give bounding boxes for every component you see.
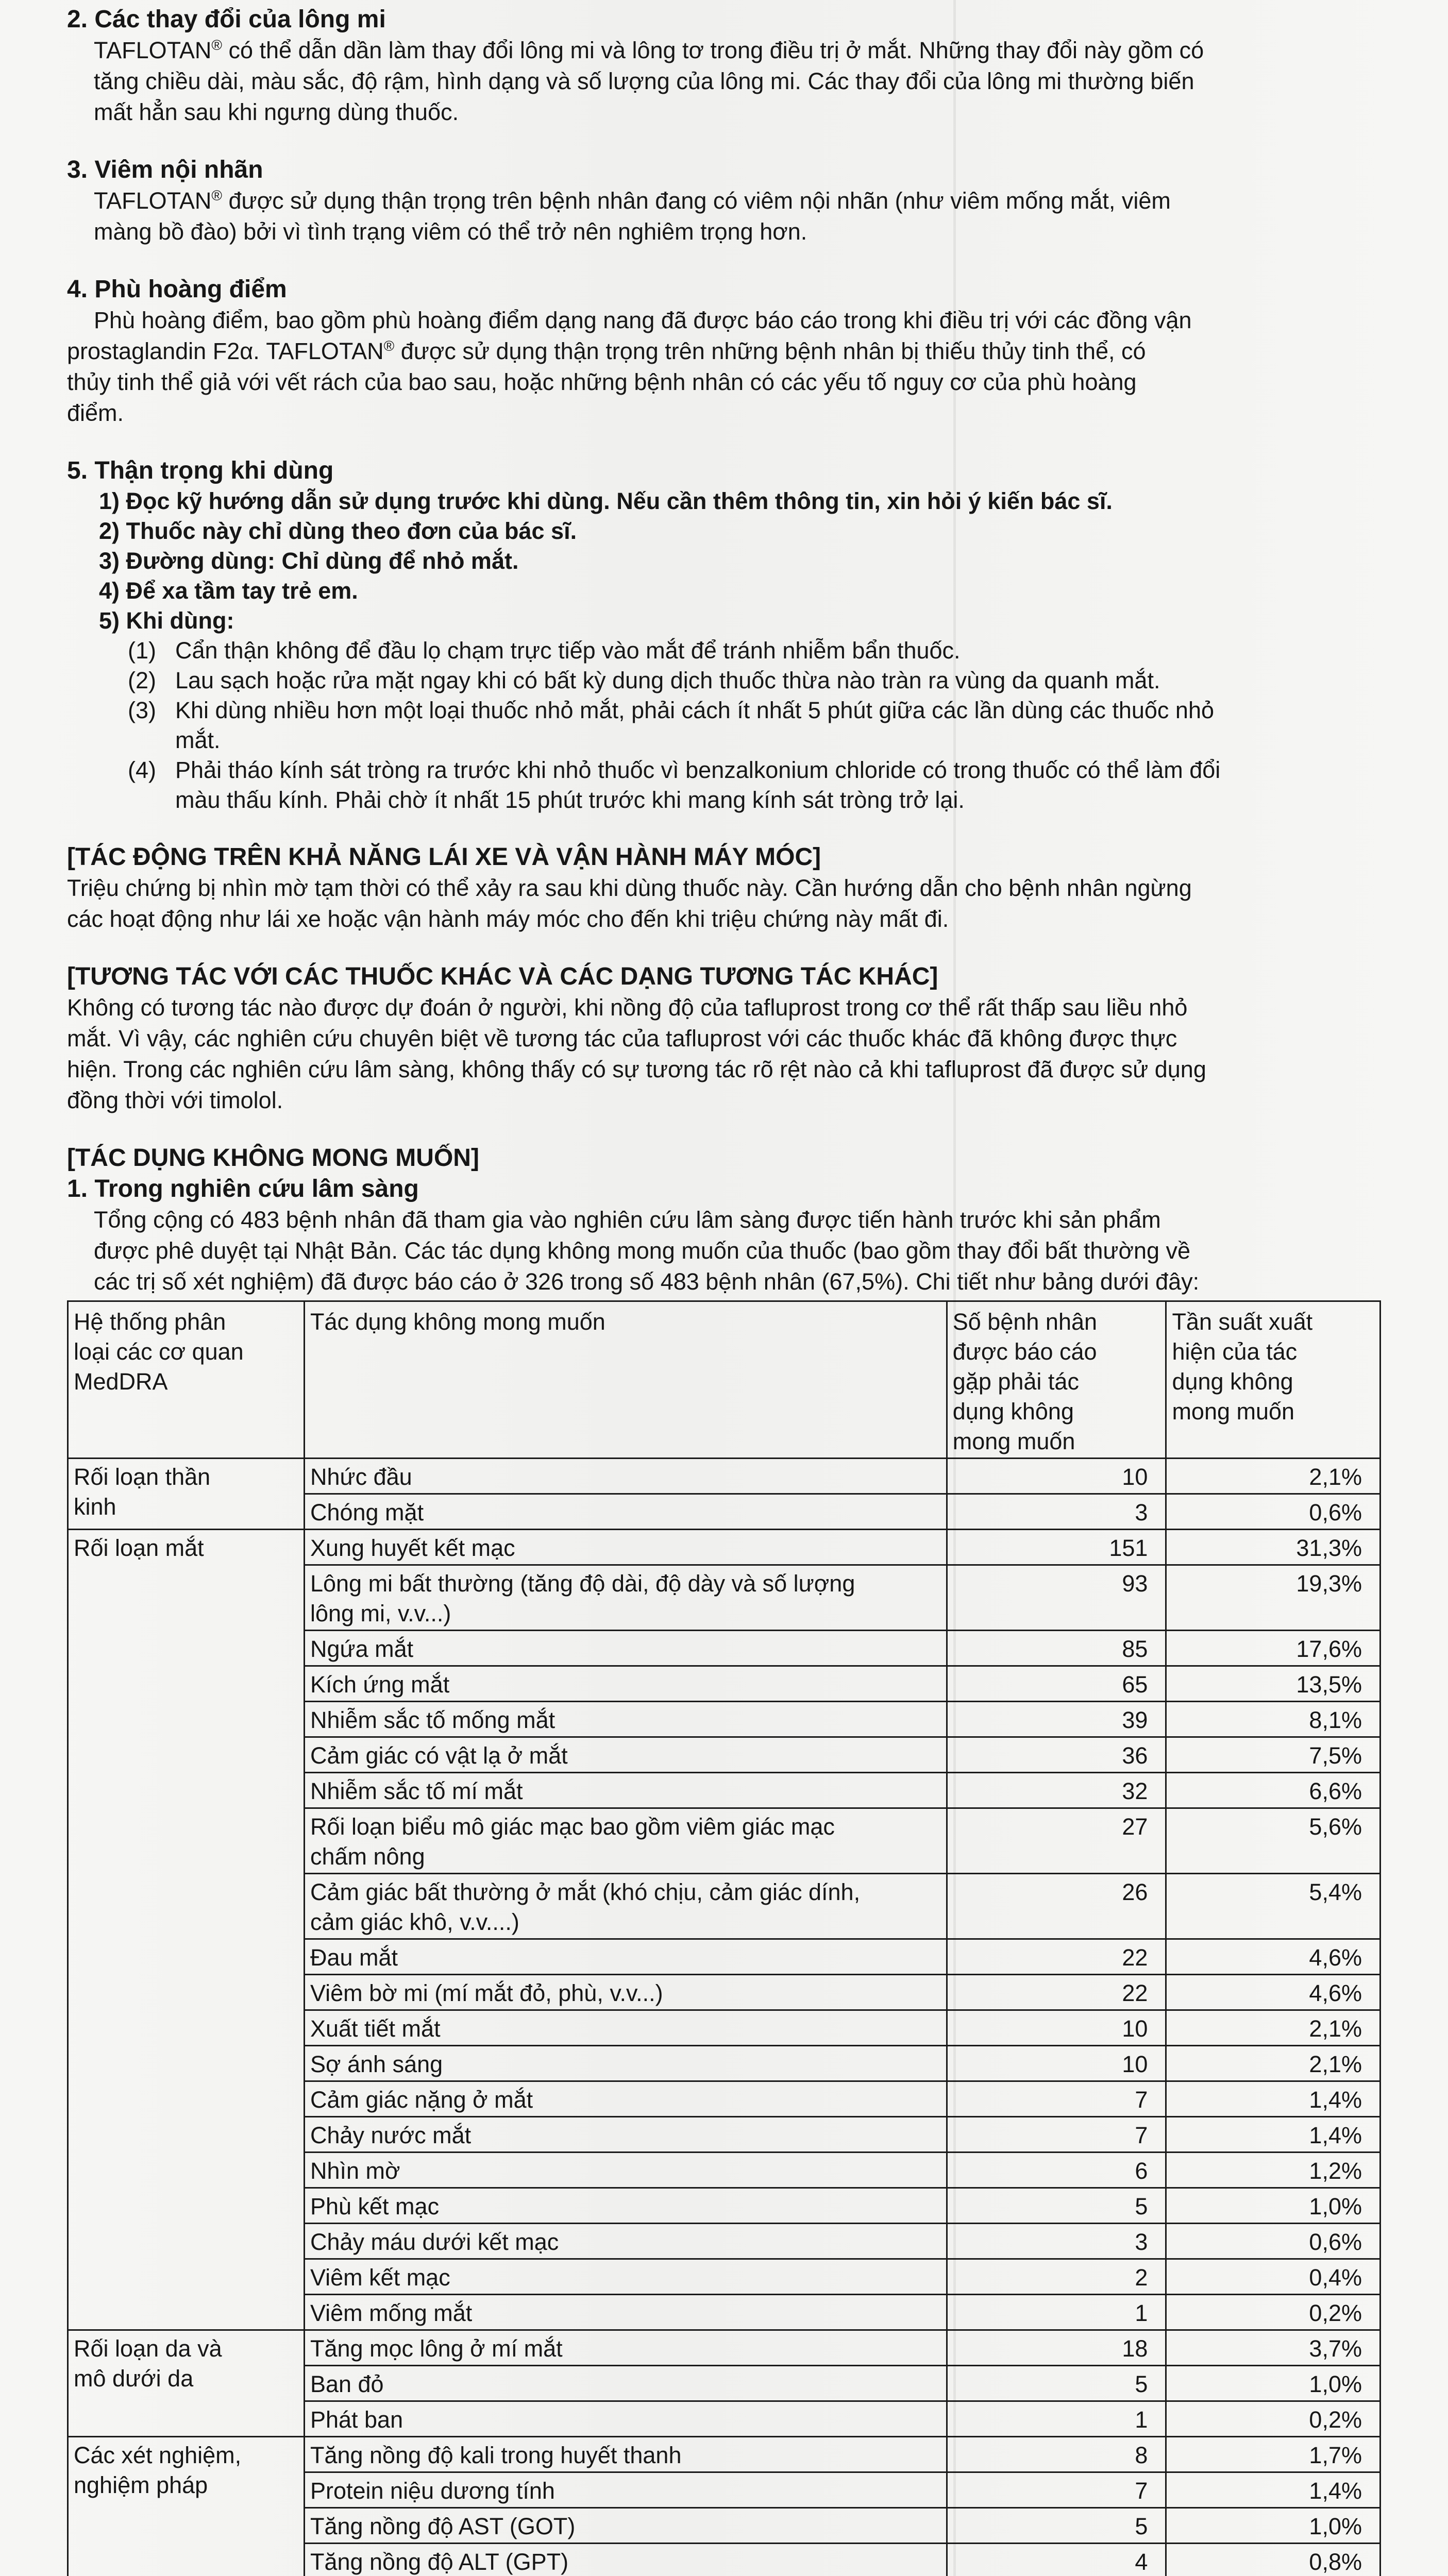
- adverse-effect-cell: Đau mắt: [304, 1939, 947, 1975]
- frequency-cell: 0,6%: [1166, 2224, 1380, 2259]
- adverse-effect-cell: Phù kết mạc: [304, 2188, 947, 2224]
- patient-count-cell: 32: [947, 1773, 1166, 1808]
- frequency-cell: 1,0%: [1166, 2366, 1380, 2401]
- frequency-cell: 1,4%: [1166, 2081, 1380, 2117]
- adverse-effect-cell: Chảy máu dưới kết mạc: [304, 2224, 947, 2259]
- frequency-cell: 3,7%: [1166, 2330, 1380, 2366]
- frequency-cell: 19,3%: [1166, 1565, 1380, 1631]
- paragraph-line: được phê duyệt tại Nhật Bản. Các tác dụng không mong muốn của thuốc (bao gồm thay đổi bất thường về: [94, 1238, 1191, 1264]
- paragraph-line: các hoạt động như lái xe hoặc vận hành máy móc cho đến khi triệu chứng này mất đi.: [67, 906, 949, 932]
- adverse-effect-cell: Ban đỏ: [304, 2366, 947, 2401]
- patient-count-cell: 5: [947, 2188, 1166, 2224]
- list-item: 3) Đường dùng: Chỉ dùng để nhỏ mắt.: [99, 548, 519, 574]
- patient-count-cell: 7: [947, 2081, 1166, 2117]
- frequency-cell: 1,4%: [1166, 2472, 1380, 2508]
- frequency-cell: 5,6%: [1166, 1808, 1380, 1874]
- subsection-heading: 1. Trong nghiên cứu lâm sàng: [67, 1175, 419, 1202]
- patient-count-cell: 8: [947, 2437, 1166, 2472]
- patient-count-cell: 85: [947, 1631, 1166, 1666]
- organ-class-cell: Rối loạn thần kinh: [68, 1459, 305, 1530]
- adverse-effect-cell: Viêm mống mắt: [304, 2295, 947, 2330]
- adverse-effect-cell: Tăng mọc lông ở mí mắt: [304, 2330, 947, 2366]
- section-heading: 5. Thận trọng khi dùng: [67, 457, 334, 484]
- patient-count-cell: 5: [947, 2508, 1166, 2544]
- adverse-effect-cell: Xuất tiết mắt: [304, 2010, 947, 2046]
- patient-count-cell: 36: [947, 1737, 1166, 1773]
- frequency-cell: 0,8%: [1166, 2544, 1380, 2576]
- patient-count-cell: 39: [947, 1702, 1166, 1737]
- adverse-effect-cell: Chóng mặt: [304, 1494, 947, 1530]
- adverse-effect-cell: Lông mi bất thường (tăng độ dài, độ dày và số lượng lông mi, v.v...): [304, 1565, 947, 1631]
- paragraph-line: Phù hoàng điểm, bao gồm phù hoàng điểm dạng nang đã được báo cáo trong khi điều trị với các đồng vận: [94, 307, 1192, 333]
- patient-count-cell: 151: [947, 1530, 1166, 1565]
- section-heading: 2. Các thay đổi của lông mi: [67, 6, 386, 33]
- registered-mark: ®: [211, 37, 222, 53]
- patient-count-cell: 7: [947, 2472, 1166, 2508]
- frequency-cell: 13,5%: [1166, 1666, 1380, 1702]
- frequency-cell: 2,1%: [1166, 1459, 1380, 1494]
- adverse-effect-cell: Nhìn mờ: [304, 2153, 947, 2188]
- frequency-cell: 8,1%: [1166, 1702, 1380, 1737]
- organ-class-cell: Rối loạn da và mô dưới da: [68, 2330, 305, 2437]
- section-heading: 3. Viêm nội nhãn: [67, 156, 263, 183]
- registered-mark: ®: [211, 188, 222, 204]
- adverse-effect-cell: Sợ ánh sáng: [304, 2046, 947, 2081]
- patient-count-cell: 22: [947, 1939, 1166, 1975]
- patient-count-cell: 10: [947, 2046, 1166, 2081]
- patient-count-cell: 10: [947, 1459, 1166, 1494]
- frequency-cell: 5,4%: [1166, 1874, 1380, 1939]
- paragraph-line: mắt. Vì vậy, các nghiên cứu chuyên biệt về tương tác của tafluprost với các thuốc khác đã không được thực: [67, 1025, 1177, 1052]
- table-row: [68, 1459, 1380, 1494]
- header-frequency: Tần suất xuất hiện của tác dụng không mong muốn: [1166, 1301, 1380, 1459]
- table-header-row: [68, 1301, 1380, 1459]
- patient-count-cell: 1: [947, 2401, 1166, 2437]
- list-item: 2) Thuốc này chỉ dùng theo đơn của bác sĩ.: [99, 518, 577, 544]
- paragraph-line: TAFLOTAN® có thể dẫn dần làm thay đổi lông mi và lông tơ trong điều trị ở mắt. Những thay đổi này gồm có: [94, 37, 1204, 63]
- patient-count-cell: 6: [947, 2153, 1166, 2188]
- adverse-effect-cell: Rối loạn biểu mô giác mạc bao gồm viêm giác mạc chấm nông: [304, 1808, 947, 1874]
- paragraph-line: hiện. Trong các nghiên cứu lâm sàng, không thấy có sự tương tác rõ rệt nào cả khi tafluprost đã được sử dụng: [67, 1056, 1206, 1082]
- patient-count-cell: 10: [947, 2010, 1166, 2046]
- patient-count-cell: 5: [947, 2366, 1166, 2401]
- table-body: [68, 1459, 1380, 2576]
- frequency-cell: 4,6%: [1166, 1975, 1380, 2010]
- section-endophthalmitis: [67, 155, 1386, 247]
- adverse-effect-cell: Nhiễm sắc tố mí mắt: [304, 1773, 947, 1808]
- patient-count-cell: 27: [947, 1808, 1166, 1874]
- patient-count-cell: 93: [947, 1565, 1166, 1631]
- sub-item: (1) Cẩn thận không để đầu lọ chạm trực tiếp vào mắt để tránh nhiễm bẩn thuốc.: [128, 637, 961, 664]
- patient-count-cell: 1: [947, 2295, 1166, 2330]
- precautions-list: [67, 486, 1386, 636]
- patient-count-cell: 3: [947, 1494, 1166, 1530]
- section-heading: 4. Phù hoàng điểm: [67, 276, 287, 303]
- patient-count-cell: 7: [947, 2117, 1166, 2153]
- frequency-cell: 4,6%: [1166, 1939, 1380, 1975]
- adverse-effect-cell: Viêm kết mạc: [304, 2259, 947, 2295]
- section-adverse-effects: [67, 1143, 1386, 2576]
- frequency-cell: 2,1%: [1166, 2010, 1380, 2046]
- adverse-effects-table: [67, 1300, 1381, 2576]
- patient-count-cell: 65: [947, 1666, 1166, 1702]
- frequency-cell: 1,0%: [1166, 2188, 1380, 2224]
- paragraph-line: thủy tinh thể giả với vết rách của bao sau, hoặc những bệnh nhân có các yếu tố nguy cơ của phù hoàng: [67, 369, 1137, 395]
- adverse-effect-cell: Xung huyết kết mạc: [304, 1530, 947, 1565]
- list-item: 4) Để xa tầm tay trẻ em.: [99, 578, 358, 604]
- patient-count-cell: 4: [947, 2544, 1166, 2576]
- adverse-effect-cell: Cảm giác nặng ở mắt: [304, 2081, 947, 2117]
- frequency-cell: 1,2%: [1166, 2153, 1380, 2188]
- section-eyelash-changes: [67, 4, 1386, 128]
- section-precautions: [67, 455, 1386, 815]
- adverse-effect-cell: Nhiễm sắc tố mống mắt: [304, 1702, 947, 1737]
- patient-count-cell: 18: [947, 2330, 1166, 2366]
- paragraph-line: tăng chiều dài, màu sắc, độ rậm, hình dạng và số lượng của lông mi. Các thay đổi của lông mi thường biến: [94, 68, 1194, 94]
- paragraph-line: mất hẳn sau khi ngưng dùng thuốc.: [94, 99, 459, 125]
- list-item: 1) Đọc kỹ hướng dẫn sử dụng trước khi dùng. Nếu cần thêm thông tin, xin hỏi ý kiến bác sĩ.: [99, 488, 1113, 514]
- frequency-cell: 0,2%: [1166, 2295, 1380, 2330]
- frequency-cell: 0,4%: [1166, 2259, 1380, 2295]
- frequency-cell: 6,6%: [1166, 1773, 1380, 1808]
- paragraph-line: điểm.: [67, 400, 124, 426]
- frequency-cell: 1,4%: [1166, 2117, 1380, 2153]
- block-heading: [TƯƠNG TÁC VỚI CÁC THUỐC KHÁC VÀ CÁC DẠNG TƯƠNG TÁC KHÁC]: [67, 963, 938, 990]
- sub-item: (4) Phải tháo kính sát tròng ra trước khi nhỏ thuốc vì benzalkonium chloride có trong thuốc có thể làm đổi màu thấu kính. Phải chờ ít nhất 15 phút trước khi mang kính sát tròng trở lại.: [128, 757, 1221, 813]
- adverse-effect-cell: Chảy nước mắt: [304, 2117, 947, 2153]
- registered-mark: ®: [383, 338, 395, 354]
- table-row: [68, 2330, 1380, 2366]
- adverse-effect-cell: Phát ban: [304, 2401, 947, 2437]
- table-row: [68, 1530, 1380, 1565]
- list-item: 5) Khi dùng:: [99, 607, 234, 634]
- paragraph-line: Triệu chứng bị nhìn mờ tạm thời có thể xảy ra sau khi dùng thuốc này. Cần hướng dẫn cho bệnh nhân ngừng: [67, 875, 1192, 901]
- paragraph-line: TAFLOTAN® được sử dụng thận trọng trên bệnh nhân đang có viêm nội nhãn (như viêm mống mắt, viêm: [94, 188, 1171, 214]
- sub-item: (2) Lau sạch hoặc rửa mặt ngay khi có bất kỳ dung dịch thuốc thừa nào tràn ra vùng da quanh mắt.: [128, 667, 1160, 693]
- adverse-effect-cell: Cảm giác bất thường ở mắt (khó chịu, cảm giác dính, cảm giác khô, v.v....): [304, 1874, 947, 1939]
- frequency-cell: 2,1%: [1166, 2046, 1380, 2081]
- paper-fold: [953, 0, 956, 2576]
- frequency-cell: 7,5%: [1166, 1737, 1380, 1773]
- paragraph-line: prostaglandin F2α. TAFLOTAN® được sử dụng thận trọng trên những bệnh nhân bị thiếu thủy tinh thể, có: [67, 338, 1146, 364]
- block-heading: [TÁC ĐỘNG TRÊN KHẢ NĂNG LÁI XE VÀ VẬN HÀNH MÁY MÓC]: [67, 843, 821, 871]
- adverse-effect-cell: Protein niệu dương tính: [304, 2472, 947, 2508]
- frequency-cell: 1,0%: [1166, 2508, 1380, 2544]
- frequency-cell: 0,6%: [1166, 1494, 1380, 1530]
- header-adverse-effect: Tác dụng không mong muốn: [304, 1301, 947, 1459]
- frequency-cell: 31,3%: [1166, 1530, 1380, 1565]
- sub-item: (3) Khi dùng nhiều hơn một loại thuốc nhỏ mắt, phải cách ít nhất 5 phút giữa các lần dùng các thuốc nhỏ mắt.: [128, 697, 1214, 753]
- section-driving: [67, 842, 1386, 935]
- adverse-effect-cell: Nhức đầu: [304, 1459, 947, 1494]
- block-heading: [TÁC DỤNG KHÔNG MONG MUỐN]: [67, 1144, 479, 1172]
- adverse-effect-cell: Ngứa mắt: [304, 1631, 947, 1666]
- patient-count-cell: 2: [947, 2259, 1166, 2295]
- adverse-effect-cell: Cảm giác có vật lạ ở mắt: [304, 1737, 947, 1773]
- frequency-cell: 1,7%: [1166, 2437, 1380, 2472]
- patient-count-cell: 26: [947, 1874, 1166, 1939]
- patient-count-cell: 22: [947, 1975, 1166, 2010]
- paragraph-line: các trị số xét nghiệm) đã được báo cáo ở 326 trong số 483 bệnh nhân (67,5%). Chi tiết như bảng dưới đây:: [94, 1268, 1200, 1295]
- frequency-cell: 0,2%: [1166, 2401, 1380, 2437]
- table-row: [68, 2437, 1380, 2472]
- adverse-effect-cell: Viêm bờ mi (mí mắt đỏ, phù, v.v...): [304, 1975, 947, 2010]
- header-organ-class: Hệ thống phân loại các cơ quan MedDRA: [68, 1301, 305, 1459]
- paragraph-line: đồng thời với timolol.: [67, 1087, 283, 1113]
- frequency-cell: 17,6%: [1166, 1631, 1380, 1666]
- paragraph-line: Tổng cộng có 483 bệnh nhân đã tham gia vào nghiên cứu lâm sàng được tiến hành trước khi sản phẩm: [94, 1207, 1161, 1233]
- organ-class-cell: Các xét nghiệm, nghiệm pháp: [68, 2437, 305, 2576]
- adverse-effect-cell: Tăng nồng độ AST (GOT): [304, 2508, 947, 2544]
- adverse-effect-cell: Tăng nồng độ ALT (GPT): [304, 2544, 947, 2576]
- header-patient-count: Số bệnh nhân được báo cáo gặp phải tác dụng không mong muốn: [947, 1301, 1166, 1459]
- paragraph-line: màng bồ đào) bởi vì tình trạng viêm có thể trở nên nghiêm trọng hơn.: [94, 218, 807, 245]
- section-interactions: [67, 961, 1386, 1116]
- patient-count-cell: 3: [947, 2224, 1166, 2259]
- organ-class-cell: Rối loạn mắt: [68, 1530, 305, 2330]
- paragraph-line: Không có tương tác nào được dự đoán ở người, khi nồng độ của tafluprost trong cơ thể rất thấp sau liều nhỏ: [67, 994, 1188, 1021]
- adverse-effect-cell: Tăng nồng độ kali trong huyết thanh: [304, 2437, 947, 2472]
- usage-sublist: [67, 636, 1386, 815]
- adverse-effect-cell: Kích ứng mắt: [304, 1666, 947, 1702]
- section-macular-edema: [67, 274, 1386, 429]
